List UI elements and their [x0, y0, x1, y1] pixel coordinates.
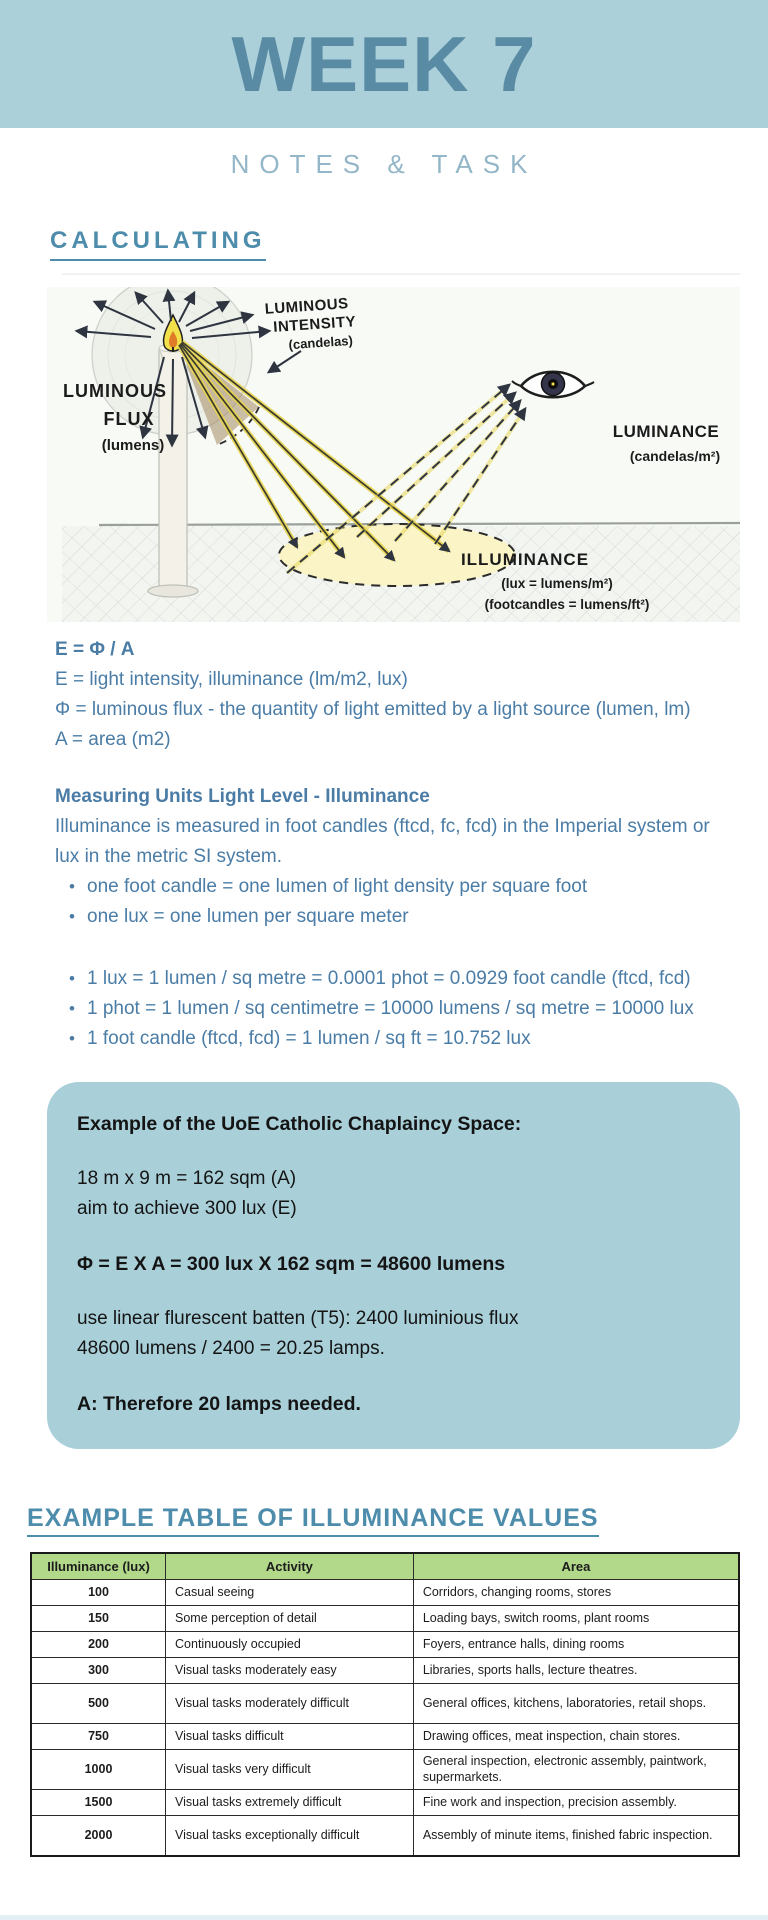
table-row: 2000 Visual tasks exceptionally difficult Assembly of minute items, finished fabric inspection.: [31, 1816, 739, 1856]
table-row: 100 Casual seeing Corridors, changing rooms, stores: [31, 1580, 739, 1606]
table-row: 300 Visual tasks moderately easy Libraries, sports halls, lecture theatres.: [31, 1658, 739, 1684]
svg-text:(lumens): (lumens): [101, 437, 165, 454]
svg-text:(candelas/m²): (candelas/m²): [629, 448, 721, 464]
measuring-units-block: [0, 782, 768, 932]
formula-block: [0, 635, 768, 755]
col-header-illuminance: Illuminance (lux): [31, 1553, 166, 1580]
example-line: use linear flurescent batten (T5): 2400 luminious flux: [77, 1308, 519, 1329]
bullet-item: • 1 foot candle (ftcd, fcd) = 1 lumen / sq ft = 10.752 lux: [69, 1024, 728, 1054]
lighting-diagram: [47, 287, 740, 622]
illuminance-table: [30, 1552, 740, 1857]
svg-text:(footcandles = lumens/ft²): (footcandles = lumens/ft²): [484, 597, 650, 612]
luminance-label: LUMINANCE: [612, 422, 720, 441]
table-row: 500 Visual tasks moderately difficult General offices, kitchens, laboratories, retail shops.: [31, 1684, 739, 1724]
page-subtitle: NOTES & TASK: [230, 149, 538, 179]
conversion-bullets: [55, 964, 728, 1054]
measuring-bullets: [55, 872, 728, 932]
svg-text:INTENSITY: INTENSITY: [272, 313, 357, 336]
luminous-flux-label: LUMINOUS: [63, 381, 167, 401]
example-line: 18 m x 9 m = 162 sqm (A): [77, 1168, 297, 1189]
section-heading-table: EXAMPLE TABLE OF ILLUMINANCE VALUES: [27, 1504, 768, 1537]
week-banner: [0, 0, 768, 128]
divider-line: [62, 273, 740, 275]
example-formula: Φ = E X A = 300 lux X 162 sqm = 48600 lumens: [77, 1253, 506, 1275]
example-box-title: Example of the UoE Catholic Chaplaincy Space:: [77, 1113, 522, 1135]
col-header-area: Area: [413, 1553, 739, 1580]
section-heading-calculating: CALCULATING: [50, 227, 768, 261]
formula-line: A = area (m2): [55, 729, 171, 750]
footer-strip: [0, 1915, 768, 1920]
table-row: 1000 Visual tasks very difficult General inspection, electronic assembly, paintwork, supermarkets.: [31, 1750, 739, 1790]
formula-title: E = Φ / A: [55, 639, 135, 660]
table-header-row: [31, 1553, 739, 1580]
page-title: WEEK 7: [231, 20, 537, 108]
table-row: 150 Some perception of detail Loading bays, switch rooms, plant rooms: [31, 1606, 739, 1632]
table-row: 200 Continuously occupied Foyers, entrance halls, dining rooms: [31, 1632, 739, 1658]
measuring-intro: Illuminance is measured in foot candles (ftcd, fc, fcd) in the Imperial system or lux in the metric SI system.: [55, 816, 710, 867]
bullet-item: • one foot candle = one lumen of light density per square foot: [69, 872, 728, 902]
luminous-intensity-label: LUMINOUS: [264, 295, 350, 318]
svg-text:(candelas): (candelas): [288, 332, 354, 353]
bullet-item: • one lux = one lumen per square meter: [69, 902, 728, 932]
example-line: aim to achieve 300 lux (E): [77, 1198, 297, 1219]
table-row: 750 Visual tasks difficult Drawing offices, meat inspection, chain stores.: [31, 1724, 739, 1750]
example-box: [47, 1082, 740, 1449]
col-header-activity: Activity: [166, 1553, 414, 1580]
bullet-item: • 1 phot = 1 lumen / sq centimetre = 10000 lumens / sq metre = 10000 lux: [69, 994, 728, 1024]
formula-line: Φ = luminous flux - the quantity of light emitted by a light source (lumen, lm): [55, 699, 691, 720]
svg-text:FLUX: FLUX: [103, 409, 155, 429]
conversions-block: [0, 964, 768, 1054]
measuring-heading: Measuring Units Light Level - Illuminance: [55, 786, 430, 807]
bullet-item: • 1 lux = 1 lumen / sq metre = 0.0001 phot = 0.0929 foot candle (ftcd, fcd): [69, 964, 728, 994]
example-answer: A: Therefore 20 lamps needed.: [77, 1393, 361, 1415]
example-line: 48600 lumens / 2400 = 20.25 lamps.: [77, 1338, 385, 1359]
formula-line: E = light intensity, illuminance (lm/m2, lux): [55, 669, 408, 690]
table-row: 1500 Visual tasks extremely difficult Fine work and inspection, precision assembly.: [31, 1790, 739, 1816]
svg-text:(lux = lumens/m²): (lux = lumens/m²): [501, 576, 613, 591]
illuminance-label: ILLUMINANCE: [460, 550, 590, 569]
